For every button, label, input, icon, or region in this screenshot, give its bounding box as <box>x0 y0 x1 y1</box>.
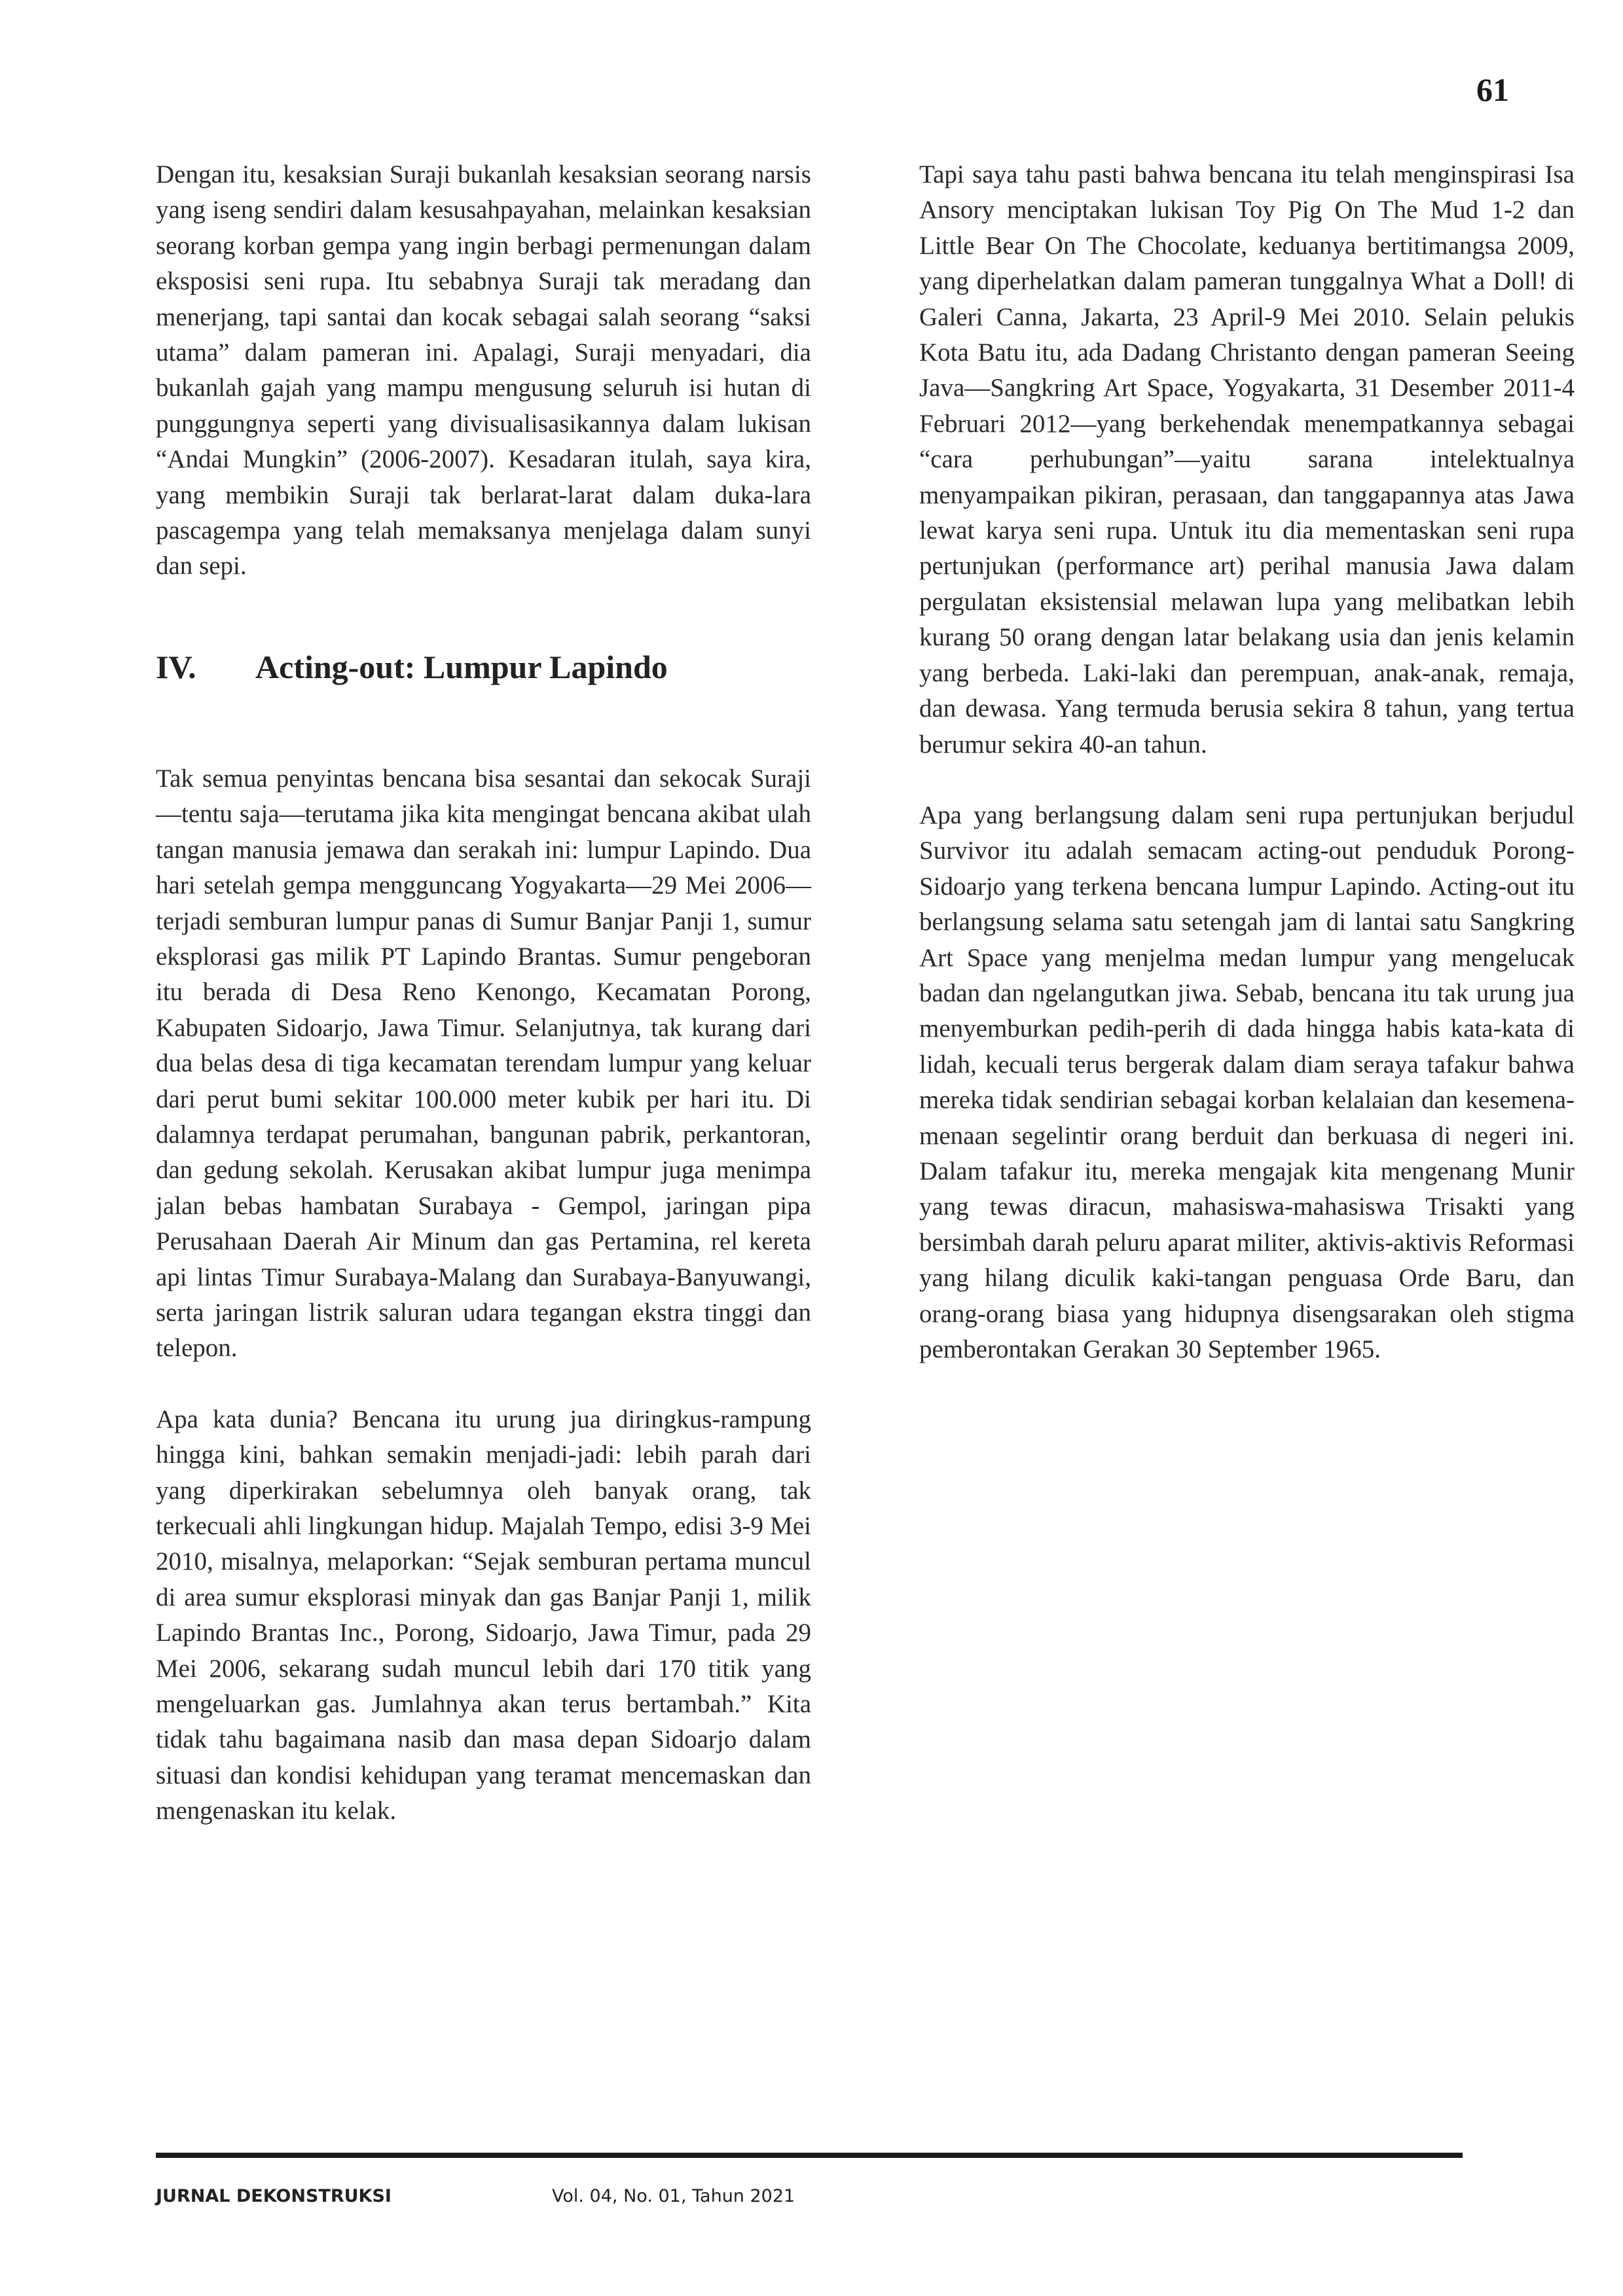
footer-divider <box>156 2153 1463 2158</box>
right-column <box>919 157 1575 1367</box>
footer-volume-info: Vol. 04, No. 01, Tahun 2021 <box>552 2186 795 2206</box>
body-paragraph: Apa kata dunia? Bencana itu urung jua diringkus-rampung hingga kini, bahkan semakin menjadi-jadi: lebih parah dari yang diperkirakan sebelumnya oleh banyak orang, tak terkecuali ahli lingkungan hidup. Majalah Tempo, edisi 3-9 Mei 2010, misalnya, melaporkan: “Sejak semburan pertama muncul di area sumur eksplorasi minyak dan gas Banjar Panji 1, milik Lapindo Brantas Inc., Porong, Sidoarjo, Jawa Timur, pada 29 Mei 2006, sekarang sudah muncul lebih dari 170 titik yang mengeluarkan gas. Jumlahnya akan terus bertambah.” Kita tidak tahu bagaimana nasib dan masa depan Sidoarjo dalam situasi dan kondisi kehidupan yang teramat mencemaskan dan mengenaskan itu kelak. <box>156 1405 811 1825</box>
section-heading <box>156 647 811 687</box>
body-paragraph: Tapi saya tahu pasti bahwa bencana itu telah menginspirasi Isa Ansory menciptakan lukisan Toy Pig On The Mud 1-2 dan Little Bear On The Chocolate, keduanya bertitimangsa 2009, yang diperhelatkan dalam pameran tunggalnya What a Doll! di Galeri Canna, Jakarta, 23 April-9 Mei 2010. Selain pelukis Kota Batu itu, ada Dadang Christanto dengan pameran Seeing Java—Sangkring Art Space, Yogyakarta, 31 Desember 2011-4 Februari 2012—yang berkehendak menempatkannya sebagai “cara perhubungan”—yaitu sarana intelektualnya menyampaikan pikiran, perasaan, dan tanggapannya atas Jawa lewat karya seni rupa. Untuk itu dia mementaskan seni rupa pertunjukan (performance art) perihal manusia Jawa dalam pergulatan eksistensial melawan lupa yang melibatkan lebih kurang 50 orang dengan latar belakang usia dan jenis kelamin yang berbeda. Laki-laki dan perempuan, anak-anak, remaja, dan dewasa. Yang termuda berusia sekira 8 tahun, yang tertua berumur sekira 40-an tahun. <box>919 160 1575 759</box>
page-number: 61 <box>1476 71 1509 108</box>
body-paragraph: Dengan itu, kesaksian Suraji bukanlah kesaksian seorang narsis yang iseng sendiri dalam kesusahpayahan, melainkan kesaksian seorang korban gempa yang ingin berbagi permenungan dalam eksposisi seni rupa. Itu sebabnya Suraji tak meradang dan menerjang, tapi santai dan kocak sebagai salah seorang “saksi utama” dalam pameran ini. Apalagi, Suraji menyadari, dia bukanlah gajah yang mampu mengusung seluruh isi hutan di punggungnya seperti yang divisualisasikannya dalam lukisan “Andai Mungkin” (2006-2007). Kesadaran itulah, saya kira, yang membikin Suraji tak berlarat-larat dalam duka-lara pascagempa yang telah memaksanya menjelaga dalam sunyi dan sepi. <box>156 160 811 581</box>
footer-journal-name: JURNAL DEKONSTRUKSI <box>156 2186 392 2206</box>
body-paragraph: Tak semua penyintas bencana bisa sesantai dan sekocak Suraji—tentu saja—terutama jika kita mengingat bencana akibat ulah tangan manusia jemawa dan serakah ini: lumpur Lapindo. Dua hari setelah gempa mengguncang Yogyakarta—29 Mei 2006—terjadi semburan lumpur panas di Sumur Banjar Panji 1, sumur eksplorasi gas milik PT Lapindo Brantas. Sumur pengeboran itu berada di Desa Reno Kenongo, Kecamatan Porong, Kabupaten Sidoarjo, Jawa Timur. Selanjutnya, tak kurang dari dua belas desa di tiga kecamatan terendam lumpur yang keluar dari perut bumi sekitar 100.000 meter kubik per hari itu. Di dalamnya terdapat perumahan, bangunan pabrik, perkantoran, dan gedung sekolah. Kerusakan akibat lumpur juga menimpa jalan bebas hambatan Surabaya - Gempol, jaringan pipa Perusahaan Daerah Air Minum dan gas Pertamina, rel kereta api lintas Timur Surabaya-Malang dan Surabaya-Banyuwangi, serta jaringan listrik saluran udara tegangan ekstra tinggi dan telepon. <box>156 764 811 1363</box>
section-title: Acting-out: Lumpur Lapindo <box>255 648 668 685</box>
body-paragraph: Apa yang berlangsung dalam seni rupa pertunjukan berjudul Survivor itu adalah semacam acting-out penduduk Porong-Sidoarjo yang terkena bencana lumpur Lapindo. Acting-out itu berlangsung selama satu setengah jam di lantai satu Sangkring Art Space yang menjelma medan lumpur yang mengelucak badan dan ngelangutkan jiwa. Sebab, bencana itu tak urung jua menyemburkan pedih-perih di dada hingga habis kata-kata di lidah, kecuali terus bergerak dalam diam seraya tafakur bahwa mereka tidak sendirian sebagai korban kelalaian dan kesemena-menaan segelintir orang berduit dan berkuasa di negeri ini. Dalam tafakur itu, mereka mengajak kita mengenang Munir yang tewas diracun, mahasiswa-mahasiswa Trisakti yang bersimbah darah peluru aparat militer, aktivis-aktivis Reformasi yang hilang diculik kaki-tangan penguasa Orde Baru, dan orang-orang biasa yang hidupnya disengsarakan oleh stigma pemberontakan Gerakan 30 September 1965. <box>919 800 1575 1363</box>
section-number: IV. <box>156 648 196 685</box>
left-column <box>156 157 811 1829</box>
